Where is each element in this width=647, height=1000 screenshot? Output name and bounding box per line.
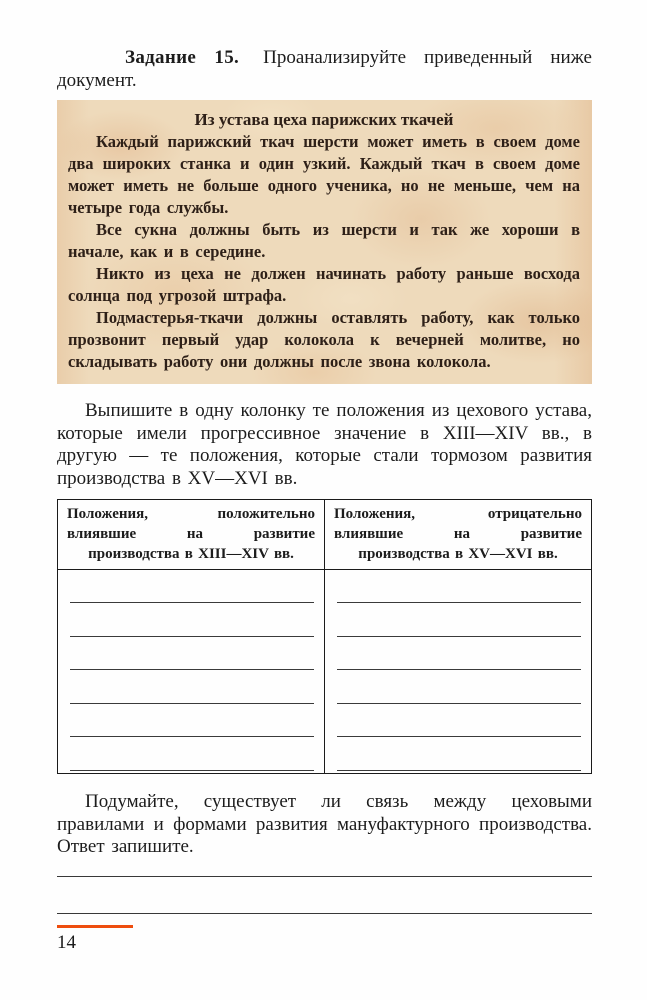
document-title: Из устава цеха парижских ткачей — [194, 110, 454, 129]
negative-column-cell — [325, 570, 592, 774]
column-header-positive: Положения, положительно влиявшие на развитие производства в XIII—XIV вв. — [58, 500, 325, 570]
task-number-label: Задание 15. — [125, 47, 240, 68]
question-paragraph: Подумайте, существует ли связь между цеховыми правилами и формами развития мануфактурного производства. Ответ запишите. — [57, 791, 592, 857]
ruled-line[interactable] — [57, 859, 592, 877]
table-body-row — [58, 570, 592, 774]
document-paragraph: Каждый парижский ткач шерсти может иметь в своем доме два широких станка и один узкий. Каждый ткач в своем доме может иметь не больше одного ученика, но не меньше, чем на четыре года службы. — [68, 132, 580, 217]
ruled-line[interactable] — [70, 737, 314, 771]
document-paragraph: Все сукна должны быть из шерсти и так же хороши в начале, как и в середине. — [68, 220, 580, 261]
ruled-line[interactable] — [70, 571, 314, 603]
page-number: 14 — [57, 931, 76, 953]
column-header-negative: Положения, отрицательно влиявшие на развитие производства в XV—XVI вв. — [325, 500, 592, 570]
instruction-paragraph: Выпишите в одну колонку те положения из цехового устава, которые имели прогрессивное значение в XIII—XIV вв., в другую — те положения, которые стали тормозом развития производства в XV—XVI вв. — [57, 400, 592, 489]
answer-write-area — [57, 859, 592, 914]
negative-column-write-area — [326, 571, 590, 771]
accent-rule — [57, 925, 133, 928]
document-paragraph: Никто из цеха не должен начинать работу раньше восхода солнца под угрозой штрафа. — [68, 264, 580, 305]
ruled-line[interactable] — [337, 637, 581, 671]
ruled-line[interactable] — [70, 704, 314, 738]
task-intro-text: Проанализируйте приведенный ниже документ. — [57, 47, 592, 91]
ruled-line[interactable] — [337, 737, 581, 771]
document-excerpt-box — [57, 100, 592, 384]
document-paragraph: Подмастерья-ткачи должны оставлять работу, как только прозвонит первый удар колокола к вечерней молитве, но складывать работу они должны после звона колокола. — [68, 308, 580, 371]
table-header-row — [58, 500, 592, 570]
fill-in-table — [57, 499, 592, 774]
ruled-line[interactable] — [337, 670, 581, 704]
ruled-line[interactable] — [337, 603, 581, 637]
ruled-line[interactable] — [70, 670, 314, 704]
ruled-line[interactable] — [70, 637, 314, 671]
ruled-line[interactable] — [57, 877, 592, 914]
ruled-line[interactable] — [70, 603, 314, 637]
ruled-line[interactable] — [337, 704, 581, 738]
ruled-line[interactable] — [337, 571, 581, 603]
positive-column-cell — [58, 570, 325, 774]
positive-column-write-area — [59, 571, 323, 771]
task-intro-paragraph — [57, 46, 592, 92]
